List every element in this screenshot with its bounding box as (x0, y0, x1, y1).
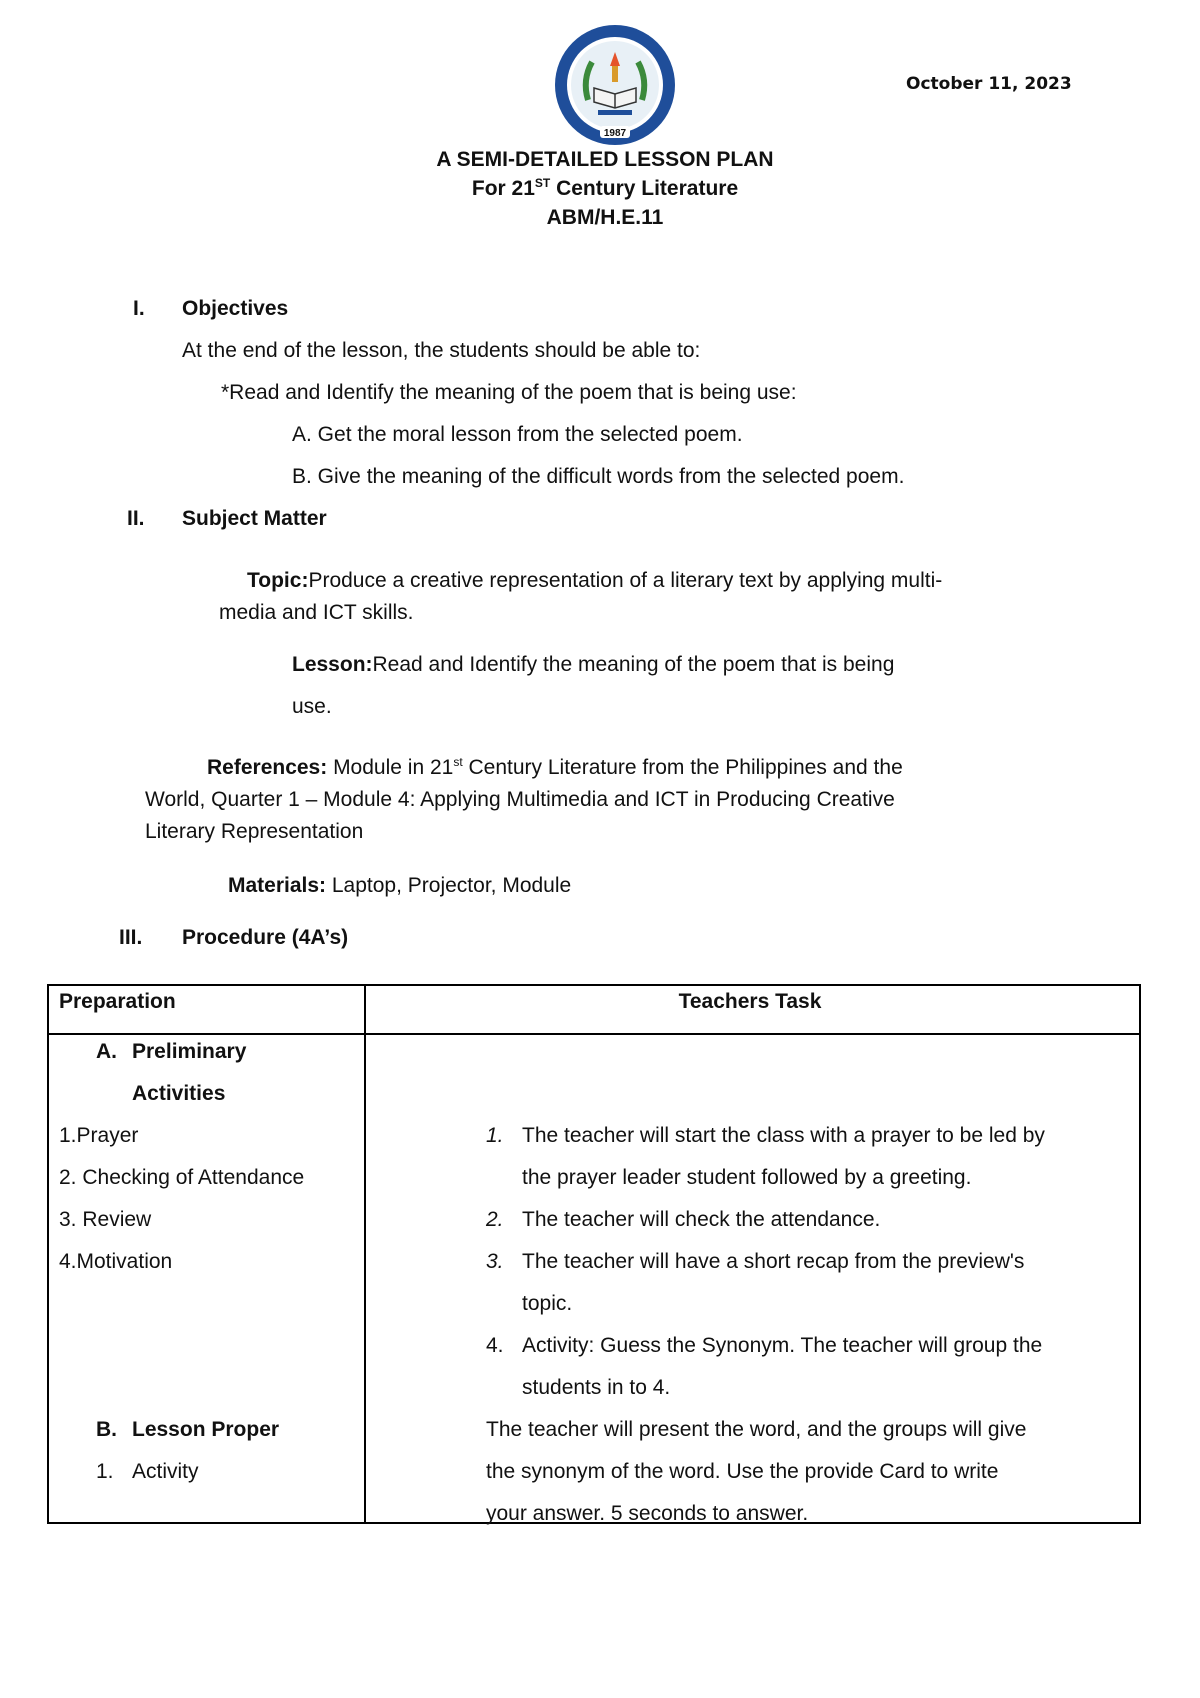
table-header-preparation: Preparation (59, 990, 176, 1013)
subject-matter-heading: Subject Matter (182, 507, 327, 530)
references-line-3: Literary Representation (145, 820, 364, 843)
lesson-proper-task-line-3: your answer. 5 seconds to answer. (486, 1502, 809, 1525)
topic-line-2: media and ICT skills. (219, 601, 414, 624)
procedure-heading: Procedure (4A’s) (182, 926, 349, 949)
section-b-letter: B. (96, 1418, 117, 1441)
objectives-main: *Read and Identify the meaning of the poem that is being use: (221, 381, 797, 404)
objectives-heading: Objectives (182, 297, 289, 320)
document-title: A SEMI-DETAILED LESSON PLAN (436, 148, 774, 171)
objectives-number: I. (133, 297, 145, 320)
document-date: October 11, 2023 (906, 74, 1072, 94)
lesson-proper-task-line-1: The teacher will present the word, and the groups will give (486, 1418, 1027, 1441)
lesson-proper-item-number: 1. (96, 1460, 114, 1483)
objective-b: B. Give the meaning of the difficult words from the selected poem. (292, 465, 905, 488)
lesson-line-2: use. (292, 695, 332, 718)
task-1-number: 1. (486, 1124, 504, 1147)
prep-item-motivation: 4.Motivation (59, 1250, 173, 1273)
section-a-letter: A. (96, 1040, 117, 1063)
topic-line-1: Topic:Produce a creative representation of a literary text by applying multi- (247, 569, 943, 592)
task-4-line-1: Activity: Guess the Synonym. The teacher will group the (522, 1334, 1043, 1357)
task-3-line-2: topic. (522, 1292, 573, 1315)
objectives-intro: At the end of the lesson, the students should be able to: (182, 339, 701, 362)
table-header-teachers-task: Teachers Task (678, 990, 822, 1013)
lesson-proper-item-activity: Activity (132, 1460, 199, 1483)
task-1-line-2: the prayer leader student followed by a greeting. (522, 1166, 972, 1189)
task-3-line-1: The teacher will have a short recap from the preview's (522, 1250, 1025, 1273)
lesson-proper-task-line-2: the synonym of the word. Use the provide Card to write (486, 1460, 999, 1483)
references-line-1: References: Module in 21st Century Literature from the Philippines and the (207, 755, 903, 779)
document-subtitle: For 21ST Century Literature (471, 176, 739, 200)
table-header-divider (47, 1033, 1141, 1035)
school-seal-logo (552, 22, 678, 148)
task-2-line-1: The teacher will check the attendance. (522, 1208, 881, 1231)
procedure-number: III. (119, 926, 143, 949)
prep-item-prayer: 1.Prayer (59, 1124, 139, 1147)
task-2-number: 2. (486, 1208, 504, 1231)
section-b-title: Lesson Proper (132, 1418, 280, 1441)
table-column-divider (364, 984, 366, 1524)
references-line-2: World, Quarter 1 – Module 4: Applying Multimedia and ICT in Producing Creative (145, 788, 895, 811)
prep-item-review: 3. Review (59, 1208, 152, 1231)
materials-line: Materials: Laptop, Projector, Module (228, 874, 572, 897)
subject-matter-number: II. (127, 507, 145, 530)
logo-year: 1987 (603, 128, 627, 139)
task-3-number: 3. (486, 1250, 504, 1273)
section-a-title-1: Preliminary (132, 1040, 247, 1063)
prep-item-attendance: 2. Checking of Attendance (59, 1166, 305, 1189)
task-1-line-1: The teacher will start the class with a prayer to be led by (522, 1124, 1045, 1147)
section-a-title-2: Activities (132, 1082, 226, 1105)
lesson-line-1: Lesson:Read and Identify the meaning of the poem that is being (292, 653, 895, 676)
document-class: ABM/H.E.11 (546, 206, 664, 229)
task-4-number: 4. (486, 1334, 504, 1357)
objective-a: A. Get the moral lesson from the selected poem. (292, 423, 743, 446)
task-4-line-2: students in to 4. (522, 1376, 671, 1399)
